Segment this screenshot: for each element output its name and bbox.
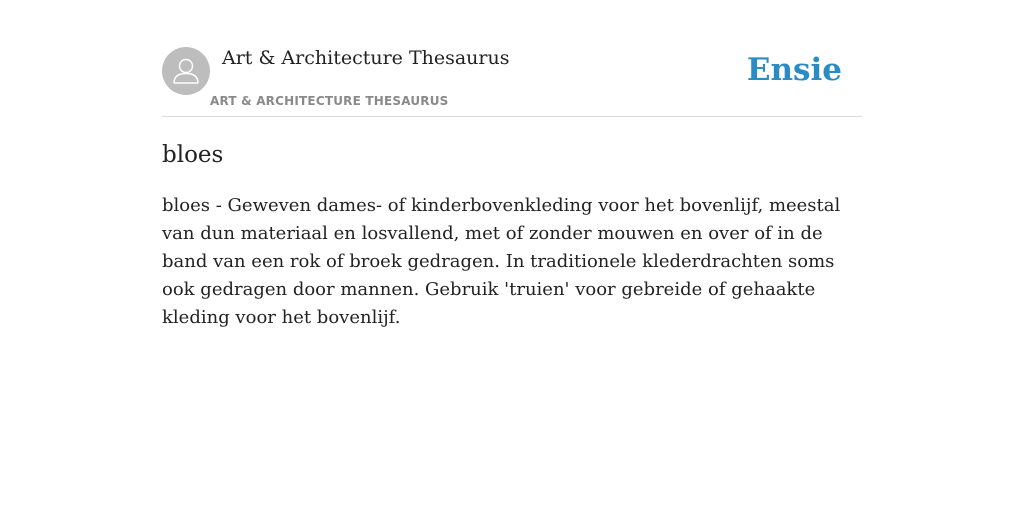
page-container (162, 0, 862, 512)
ensie-logo[interactable]: Ensie (746, 52, 842, 88)
author-subtitle: ART & ARCHITECTURE THESAURUS (210, 94, 449, 108)
author-name-link[interactable]: Art & Architecture Thesaurus (222, 47, 510, 69)
author-avatar[interactable] (162, 47, 210, 95)
entry-title: bloes (162, 142, 224, 168)
user-icon (162, 47, 210, 95)
entry-definition: bloes - Geweven dames- of kinderbovenkleding voor het bovenlijf, meestal van dun materiaal en losvallend, met of zonder mouwen en over of in de band van een rok of broek gedragen. In traditionele klederdrachten soms ook gedragen door mannen. Gebruik 'truien' voor gebreide of gehaakte kleding voor het bovenlijf. (162, 195, 841, 328)
page-header (162, 0, 862, 117)
